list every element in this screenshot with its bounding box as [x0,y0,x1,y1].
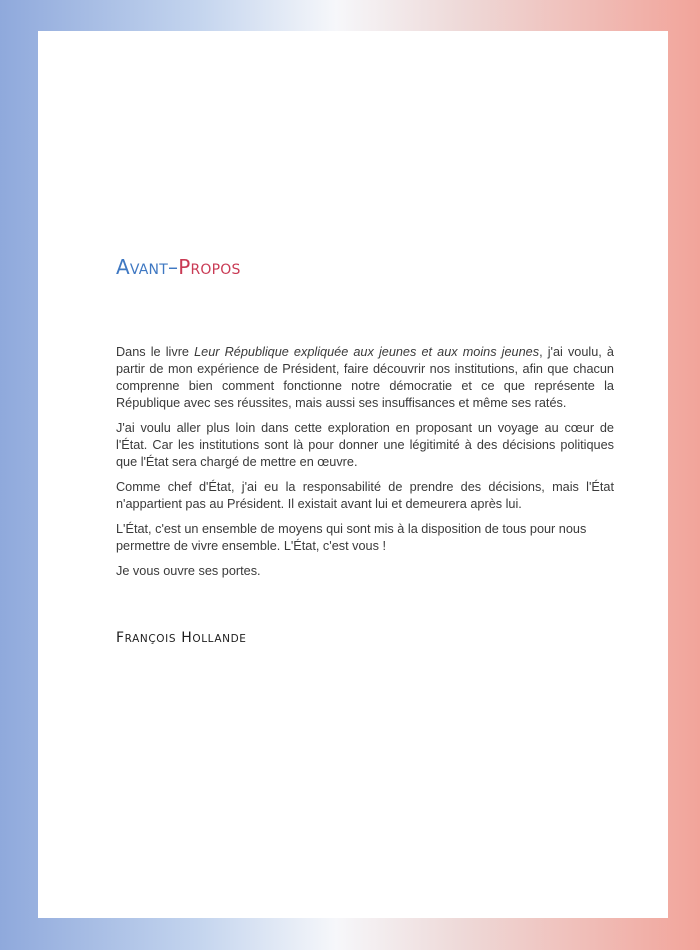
paragraph-4: L'État, c'est un ensemble de moyens qui sont mis à la disposition de tous pour nous permettre de vivre ensemble. L'État, c'est vous ! [116,522,587,553]
paragraph-3: Comme chef d'État, j'ai eu la responsabilité de prendre des décisions, mais l'État n'appartient pas au Président. Il existait avant lui et demeurera après lui. [116,480,614,511]
body-text [116,344,614,588]
book-title: Leur République expliquée aux jeunes et aux moins jeunes [194,345,540,359]
paragraph-1 [116,344,614,412]
paragraph-5: Je vous ouvre ses portes. [116,564,261,578]
signature-last-rest: OLLANDE [192,633,247,645]
title-avant [116,255,168,279]
page-title [116,255,241,282]
title-avant-rest: VANT [129,262,168,278]
signature-first-rest: RANÇOIS [124,633,177,645]
paragraph-1-rest: , j'ai voulu, à partir de mon expérience de Président, faire découvrir nos institutions, afin que chacun comprenne bien comment fonctionne notre démocratie et ce que représente la République avec ses réussites, mais aussi ses insuffisances et même ses ratés. [116,345,614,410]
title-propos-initial: P [178,255,191,279]
title-propos [178,255,240,279]
title-dash: – [167,255,179,279]
paragraph-1-intro: Dans le livre [116,345,195,359]
page [38,31,668,918]
signature-last-initial: H [181,630,193,646]
title-propos-rest: ROPOS [190,262,241,278]
title-avant-initial: A [116,255,130,279]
paragraph-2: J'ai voulu aller plus loin dans cette exploration en proposant un voyage au cœur de l'État. Car les institutions sont là pour donner une légitimité à des décisions politiques que l'État sera chargé de mettre en œuvre. [116,421,614,469]
signature [116,629,247,648]
signature-first-initial: F [116,630,125,646]
